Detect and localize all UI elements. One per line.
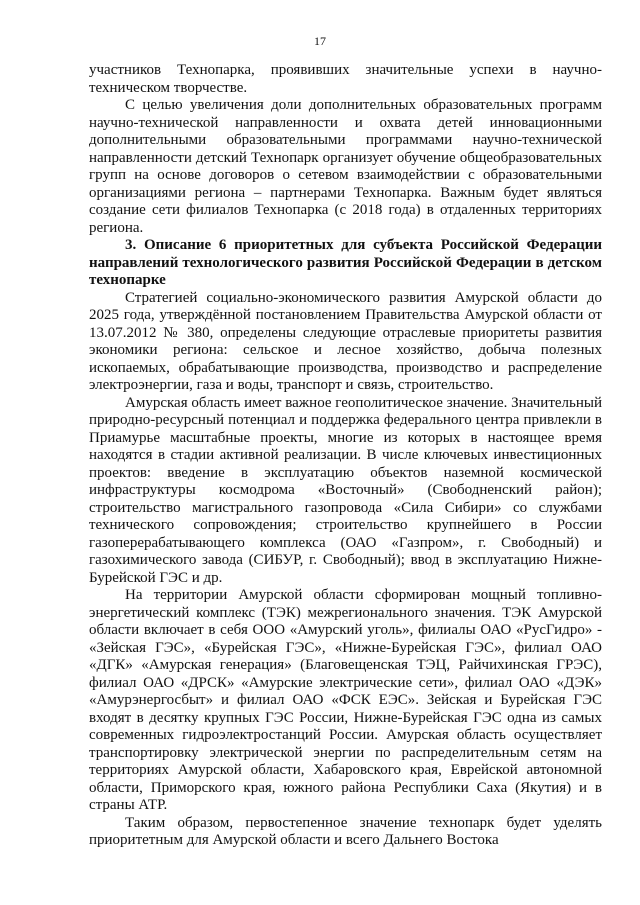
section-heading: 3. Описание 6 приоритетных для субъекта Российской Федерации направлений технологического развития Российской Федерации в детском технопарке <box>89 237 602 288</box>
paragraph-energy-complex: На территории Амурской области сформирован мощный топливно-энергетический комплекс (ТЭК) межрегионального значения. ТЭК Амурской области включает в себя ООО «Амурский уголь», филиалы ОАО «РусГидро» - «Зейская ГЭС», «Бурейская ГЭС», «Нижне-Бурейская ГЭС», филиал ОАО «ДГК» «Амурская генерация» (Благовещенская ТЭЦ, Райчихинская ГРЭС), филиал ОАО «ДРСК» «Амурские электрические сети», филиал ОАО «ДЭК» «Амурэнергосбыт» и филиал ОАО «ФСК ЕЭС». Зейская и Бурейская ГЭС входят в десятку крупных ГЭС России, Нижне-Бурейская ГЭС одна из самых современных гидроэлектростанций России. Амурская область осуществляет транспортировку электрической энергии по распределительным сетям на территориях Амурской области, Хабаровского края, Еврейской автономной области, Приморского края, южного района Республики Саха (Якутия) и в страны АТР. <box>89 587 602 813</box>
paragraph-continuation: участников Технопарка, проявивших значительные успехи в научно-техническом творчестве. <box>89 62 602 96</box>
page-number: 17 <box>314 34 326 48</box>
paragraph-geopolitics: Амурская область имеет важное геополитическое значение. Значительный природно-ресурсный потенциал и поддержка федерального центра привлекли в Приамурье масштабные проекты, многие из которых в настоящее время находятся в стадии активной реализации. В числе ключевых инвестиционных проектов: введение в эксплуатацию объектов наземной космической инфраструктуры космодрома «Восточный» (Свободненский район); строительство магистрального газопровода «Сила Сибири» со службами технического сопровождения; строительство крупнейшего в России газоперерабатывающего комплекса (ОАО «Газпром», г. Свободный) и газохимического завода (СИБУР, г. Свободный); ввод в эксплуатацию Нижне-Бурейской ГЭС и др. <box>89 394 602 586</box>
paragraph-conclusion: Таким образом, первостепенное значение технопарк будет уделять приоритетным для Амурской области и всего Дальнего Востока <box>89 814 602 848</box>
paragraph-additional-programs: С целью увеличения доли дополнительных образовательных программ научно-технической направленности и охвата детей инновационными дополнительными образовательными программами научно-технической направленности детский Технопарк организует обучение общеобразовательных групп на основе договоров о сетевом взаимодействии с образовательными организациями региона – партнерами Технопарка. Важным будет являться создание сети филиалов Технопарка (с 2018 года) в отдаленных территориях региона. <box>89 97 602 236</box>
page-body <box>89 62 602 850</box>
paragraph-strategy: Стратегией социально-экономического развития Амурской области до 2025 года, утверждённой постановлением Правительства Амурской области от 13.07.2012 № 380, определены следующие отраслевые приоритеты развития экономики региона: сельское и лесное хозяйство, добыча полезных ископаемых, обрабатывающие производства, производство и распределение электроэнергии, газа и воды, транспорт и связь, строительство. <box>89 289 602 393</box>
